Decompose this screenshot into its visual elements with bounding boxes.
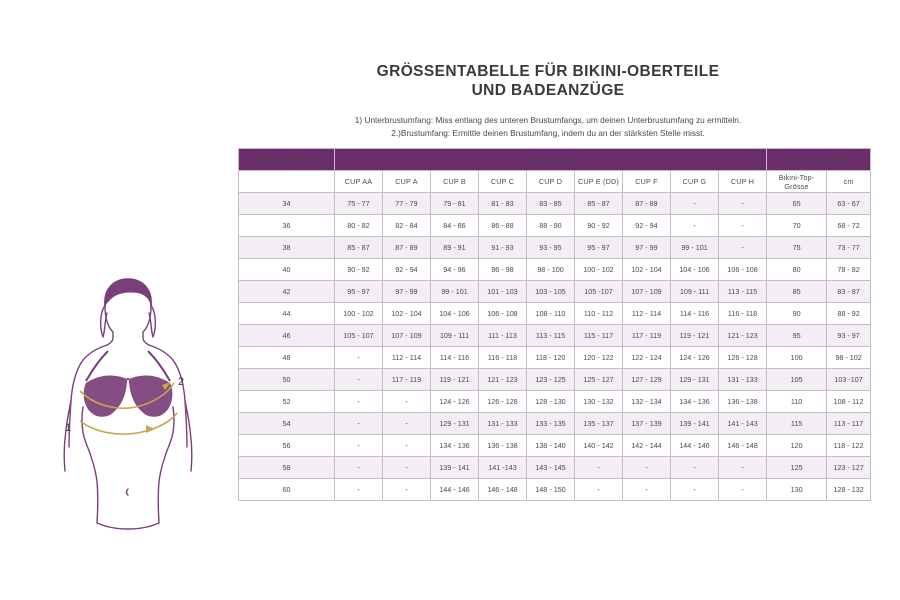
group-header-row [239,149,871,171]
cell-bust-cup-2: 79 - 81 [431,193,479,215]
cell-bikini-top-size: 70 [767,215,827,237]
cell-underbust-cm: 108 - 112 [827,391,871,413]
cell-bust-cup-7: 134 - 136 [671,391,719,413]
cell-bust-cup-2: 144 - 146 [431,479,479,501]
cell-underbust-cm: 78 - 82 [827,259,871,281]
cell-normal-size: 38 [239,237,335,259]
cell-bust-cup-4: 148 - 150 [527,479,575,501]
cell-underbust-cm: 123 - 127 [827,457,871,479]
cell-bust-cup-0: - [335,413,383,435]
cell-bust-cup-8: - [719,479,767,501]
cell-bust-cup-0: 80 - 82 [335,215,383,237]
cell-bust-cup-2: 94 - 96 [431,259,479,281]
cell-bust-cup-8: 136 - 138 [719,391,767,413]
cell-bust-cup-0: 85 - 87 [335,237,383,259]
cell-bust-cup-8: 126 - 128 [719,347,767,369]
table-row [239,215,871,237]
sub-header-cup-g: CUP G [671,171,719,193]
cell-bust-cup-3: 86 - 88 [479,215,527,237]
cell-bikini-top-size: 80 [767,259,827,281]
cell-bust-cup-6: 137 - 139 [623,413,671,435]
cell-bust-cup-3: 131 - 133 [479,413,527,435]
cell-bust-cup-8: 121 - 123 [719,325,767,347]
sub-header-cup-d: CUP D [527,171,575,193]
cell-bust-cup-7: 129 - 131 [671,369,719,391]
cell-bust-cup-4: 83 - 85 [527,193,575,215]
cell-bikini-top-size: 65 [767,193,827,215]
cell-bust-cup-3: 106 - 108 [479,303,527,325]
sub-header-cup-e: CUP E (DD) [575,171,623,193]
cell-bust-cup-4: 118 - 120 [527,347,575,369]
cell-bust-cup-8: - [719,237,767,259]
cell-bust-cup-2: 134 - 136 [431,435,479,457]
table-row [239,435,871,457]
cell-bust-cup-1: 107 - 109 [383,325,431,347]
cell-bust-cup-3: 91 - 93 [479,237,527,259]
sub-header-cup-h: CUP H [719,171,767,193]
cell-underbust-cm: 118 - 122 [827,435,871,457]
cell-bust-cup-4: 88 - 90 [527,215,575,237]
cell-bust-cup-7: - [671,479,719,501]
cell-bust-cup-3: 126 - 128 [479,391,527,413]
cell-bust-cup-0: - [335,435,383,457]
table-row [239,369,871,391]
cell-bust-cup-0: 105 - 107 [335,325,383,347]
cell-bust-cup-1: - [383,457,431,479]
table-row [239,391,871,413]
cell-bust-cup-6: 107 - 109 [623,281,671,303]
cell-bust-cup-7: 119 - 121 [671,325,719,347]
cell-bikini-top-size: 75 [767,237,827,259]
cell-bust-cup-7: 114 - 116 [671,303,719,325]
cell-bust-cup-1: 112 - 114 [383,347,431,369]
cell-bust-cup-5: 125 - 127 [575,369,623,391]
cell-bust-cup-5: 90 - 92 [575,215,623,237]
cell-bust-cup-1: 92 - 94 [383,259,431,281]
cell-normal-size: 36 [239,215,335,237]
cell-bust-cup-1: 117 - 119 [383,369,431,391]
cell-bust-cup-5: 115 - 117 [575,325,623,347]
cell-bust-cup-6: 112 - 114 [623,303,671,325]
cell-bust-cup-5: - [575,479,623,501]
cell-bust-cup-0: - [335,457,383,479]
cell-bust-cup-2: 139 - 141 [431,457,479,479]
cell-bust-cup-3: 81 - 83 [479,193,527,215]
cell-bust-cup-2: 119 - 121 [431,369,479,391]
table-row [239,303,871,325]
cell-bust-cup-3: 111 - 113 [479,325,527,347]
cell-bust-cup-5: 95 - 97 [575,237,623,259]
instruction-underbust: 1) Unterbrustumfang: Miss entlang des unteren Brustumfangs, um deinen Unterbrustumfang zu ermitteln. [354,115,742,125]
cell-underbust-cm: 68 - 72 [827,215,871,237]
cell-bust-cup-5: - [575,457,623,479]
cell-bust-cup-2: 129 - 131 [431,413,479,435]
cell-bust-cup-4: 93 - 95 [527,237,575,259]
cell-bust-cup-1: - [383,391,431,413]
cell-bust-cup-8: - [719,193,767,215]
illustration-marker-2: 2 [178,376,185,388]
cell-bust-cup-5: 105 -107 [575,281,623,303]
cell-bust-cup-6: 92 - 94 [623,215,671,237]
cell-bust-cup-6: 132 - 134 [623,391,671,413]
cell-bust-cup-2: 99 - 101 [431,281,479,303]
cell-underbust-cm: 103 -107 [827,369,871,391]
cell-bust-cup-6: - [623,457,671,479]
measurement-instructions [238,114,858,140]
table-row [239,193,871,215]
cell-normal-size: 46 [239,325,335,347]
cell-bust-cup-1: 77 - 79 [383,193,431,215]
cell-normal-size: 56 [239,435,335,457]
cell-normal-size: 54 [239,413,335,435]
sub-header-cup-b: CUP B [431,171,479,193]
cell-bust-cup-3: 136 - 138 [479,435,527,457]
cell-normal-size: 60 [239,479,335,501]
table-row [239,479,871,501]
underbust-measure-line [80,413,177,434]
cell-bikini-top-size: 90 [767,303,827,325]
cell-bust-cup-1: 82 - 84 [383,215,431,237]
cell-bust-cup-1: - [383,435,431,457]
cell-bust-cup-8: 113 - 115 [719,281,767,303]
cell-bust-cup-6: 102 - 104 [623,259,671,281]
cell-bust-cup-4: 143 - 145 [527,457,575,479]
cell-normal-size: 50 [239,369,335,391]
cell-underbust-cm: 88 - 92 [827,303,871,325]
page-title-line-1: GRÖSSENTABELLE FÜR BIKINI-OBERTEILE [376,63,720,80]
cell-bust-cup-0: - [335,391,383,413]
cell-bust-cup-5: 100 - 102 [575,259,623,281]
cell-bust-cup-7: 139 - 141 [671,413,719,435]
cell-bust-cup-7: - [671,457,719,479]
cell-bust-cup-0: - [335,479,383,501]
cell-bust-cup-2: 124 - 126 [431,391,479,413]
cell-bust-cup-0: - [335,347,383,369]
cell-bust-cup-2: 104 - 106 [431,303,479,325]
cell-bikini-top-size: 95 [767,325,827,347]
torso-figure-icon [50,275,235,535]
cell-bust-cup-1: 102 - 104 [383,303,431,325]
cell-bust-cup-5: 140 - 142 [575,435,623,457]
cell-bust-cup-7: - [671,193,719,215]
cell-bikini-top-size: 130 [767,479,827,501]
cell-bikini-top-size: 85 [767,281,827,303]
cell-bust-cup-5: 85 - 87 [575,193,623,215]
cell-bust-cup-8: - [719,215,767,237]
cell-underbust-cm: 98 - 102 [827,347,871,369]
cell-bust-cup-0: - [335,369,383,391]
cell-bust-cup-6: 142 - 144 [623,435,671,457]
cell-bust-cup-3: 116 - 118 [479,347,527,369]
page-title [238,62,858,100]
sub-header-cup-a: CUP A [383,171,431,193]
cell-bust-cup-1: - [383,413,431,435]
cell-bust-cup-2: 114 - 116 [431,347,479,369]
sub-header-row [239,171,871,193]
cell-normal-size: 40 [239,259,335,281]
cell-bust-cup-6: 87 - 89 [623,193,671,215]
cell-bust-cup-3: 121 - 123 [479,369,527,391]
cell-bust-cup-1: 87 - 89 [383,237,431,259]
table-row [239,457,871,479]
cell-bikini-top-size: 125 [767,457,827,479]
table-row [239,281,871,303]
cell-bust-cup-6: 97 - 99 [623,237,671,259]
cell-normal-size: 48 [239,347,335,369]
cell-bust-cup-7: 104 - 106 [671,259,719,281]
sub-header-bikini-top-size: Bikini-Top-Grösse [767,171,827,193]
cell-underbust-cm: 128 - 132 [827,479,871,501]
cell-normal-size: 58 [239,457,335,479]
sub-header-blank [239,171,335,193]
cell-bust-cup-7: 144 - 146 [671,435,719,457]
cell-bikini-top-size: 105 [767,369,827,391]
cell-bust-cup-2: 109 - 111 [431,325,479,347]
cell-bust-cup-0: 95 - 97 [335,281,383,303]
cell-bust-cup-8: 106 - 108 [719,259,767,281]
size-table-container [238,148,864,501]
size-table-body [239,193,871,501]
cell-bust-cup-4: 108 - 110 [527,303,575,325]
sub-header-cup-c: CUP C [479,171,527,193]
table-row [239,259,871,281]
cell-bust-cup-7: 99 - 101 [671,237,719,259]
cell-bust-cup-8: 131 - 133 [719,369,767,391]
cell-bust-cup-0: 90 - 92 [335,259,383,281]
cell-bust-cup-4: 98 - 100 [527,259,575,281]
cell-bikini-top-size: 100 [767,347,827,369]
size-table-head [239,149,871,193]
cell-underbust-cm: 113 - 117 [827,413,871,435]
cell-bust-cup-4: 128 - 130 [527,391,575,413]
cell-bust-cup-8: 141 - 143 [719,413,767,435]
cell-underbust-cm: 73 - 77 [827,237,871,259]
cell-bust-cup-5: 130 - 132 [575,391,623,413]
cell-bust-cup-4: 133 - 135 [527,413,575,435]
cell-bust-cup-8: 116 - 118 [719,303,767,325]
cell-normal-size: 42 [239,281,335,303]
cell-bust-cup-7: - [671,215,719,237]
cell-bust-cup-6: - [623,479,671,501]
sub-header-cm: cm [827,171,871,193]
illustration-marker-1: 1 [65,422,72,434]
cell-underbust-cm: 93 - 97 [827,325,871,347]
sub-header-cup-aa: CUP AA [335,171,383,193]
cell-bust-cup-5: 110 - 112 [575,303,623,325]
cell-bust-cup-6: 117 - 119 [623,325,671,347]
cell-bikini-top-size: 115 [767,413,827,435]
group-header-bust: Brustumfang [335,149,767,171]
size-table [238,148,871,501]
cell-bust-cup-2: 84 - 86 [431,215,479,237]
cell-bust-cup-5: 120 - 122 [575,347,623,369]
cell-bust-cup-8: 146 - 148 [719,435,767,457]
cell-bust-cup-8: - [719,457,767,479]
cell-bust-cup-1: 97 - 99 [383,281,431,303]
group-header-underbust: Unterbrustumfang [767,149,871,171]
cell-bust-cup-3: 141 -143 [479,457,527,479]
cell-bust-cup-0: 75 - 77 [335,193,383,215]
table-row [239,413,871,435]
cell-bust-cup-3: 146 - 148 [479,479,527,501]
body-measurement-illustration [50,275,235,535]
cell-bust-cup-3: 101 - 103 [479,281,527,303]
cell-bust-cup-7: 124 - 126 [671,347,719,369]
instruction-bust: 2.)Brustumfang: Ermittle deinen Brustumfang, indem du an der stärksten Stelle misst. [391,128,705,138]
cell-bikini-top-size: 120 [767,435,827,457]
cell-bust-cup-0: 100 - 102 [335,303,383,325]
cell-normal-size: 34 [239,193,335,215]
page-title-line-2: UND BADEANZÜGE [471,82,625,99]
table-row [239,347,871,369]
cell-bust-cup-2: 89 - 91 [431,237,479,259]
cell-bust-cup-4: 123 - 125 [527,369,575,391]
cell-bust-cup-4: 138 - 140 [527,435,575,457]
cell-bust-cup-4: 113 - 115 [527,325,575,347]
cell-bust-cup-7: 109 - 111 [671,281,719,303]
cell-bikini-top-size: 110 [767,391,827,413]
table-row [239,237,871,259]
sub-header-cup-f: CUP F [623,171,671,193]
cell-bust-cup-6: 127 - 129 [623,369,671,391]
cell-bust-cup-5: 135 - 137 [575,413,623,435]
cell-underbust-cm: 83 - 87 [827,281,871,303]
cell-underbust-cm: 63 - 67 [827,193,871,215]
table-row [239,325,871,347]
cell-bust-cup-4: 103 - 105 [527,281,575,303]
cell-normal-size: 44 [239,303,335,325]
cell-bust-cup-3: 96 - 98 [479,259,527,281]
cell-bust-cup-6: 122 - 124 [623,347,671,369]
cell-normal-size: 52 [239,391,335,413]
group-header-size: Normalgröße (DE) [239,149,335,171]
cell-bust-cup-1: - [383,479,431,501]
